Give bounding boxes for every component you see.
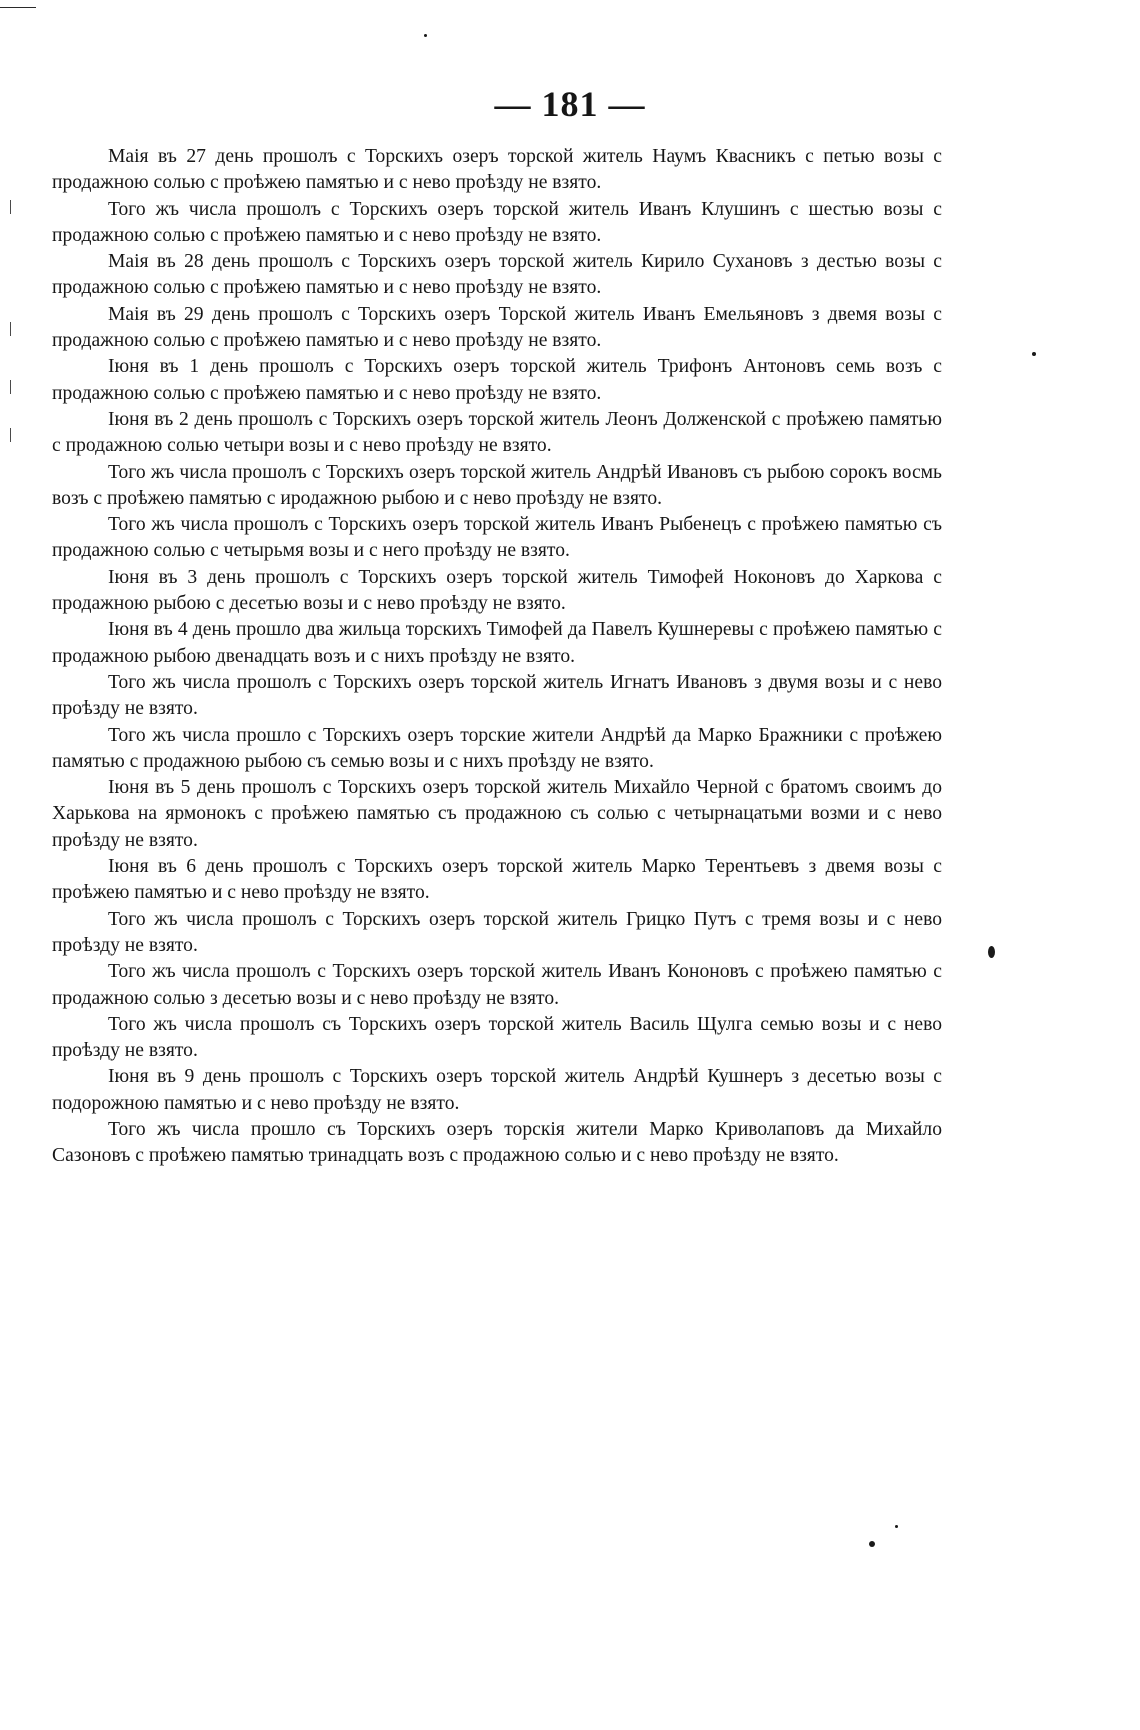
ledger-entry: Того жъ числа прошло с Торскихъ озеръ торские жители Андрѣй да Марко Бражники с проѣжею памятью с продажною рыбою съ семью возы и с нихъ проѣзду не взято.	[52, 724, 942, 772]
scan-margin-mark	[10, 380, 11, 394]
ledger-entry: Маія въ 28 день прошолъ с Торскихъ озеръ торской житель Кирило Сухановъ з дестью возы с продажною солью с проѣжею памятью и с нево проѣзду не взято.	[52, 251, 942, 299]
scan-speck	[895, 1525, 898, 1528]
ledger-entry: Іюня въ 2 день прошолъ с Торскихъ озеръ торской житель Леонъ Долженской с проѣжею памятью с продажною солью четыри возы и с нево проѣзду не взято.	[52, 408, 942, 457]
ledger-entry: Того жъ числа прошолъ с Торскихъ озеръ торской житель Иванъ Кононовъ с проѣжею памятью с продажною солью з десетью возы и с нево проѣзду не взято.	[52, 961, 942, 1009]
ledger-entry: Іюня въ 9 день прошолъ с Торскихъ озеръ торской житель Андрѣй Кушнеръ з десетью возы с подорожною памятью и с нево проѣзду не взято.	[52, 1066, 942, 1114]
ledger-entry: Іюня въ 4 день прошло два жильца торскихъ Тимофей да Павелъ Кушнеревы с проѣжею памятью с продажною рыбою двенадцать возъ и с нихъ проѣзду не взято.	[52, 619, 942, 667]
scan-margin-mark	[10, 322, 11, 336]
ledger-entry: Того жъ числа прошолъ с Торскихъ озеръ торской житель Игнатъ Ивановъ з двумя возы и с нево проѣзду не взято.	[52, 671, 942, 720]
ledger-entry: Того жъ числа прошолъ с Торскихъ озеръ торской житель Иванъ Рыбенецъ с проѣжею памятью съ продажною солью с четырьмя возы и с него проѣзду не взято.	[52, 514, 942, 562]
scan-margin-mark	[10, 200, 11, 214]
ledger-entry: Того жъ числа прошло съ Торскихъ озеръ торскія жители Марко Криволаповъ да Михайло Сазоновъ с проѣжею памятью тринадцать возъ с продажною солью и с нево проѣзду не взято.	[52, 1118, 942, 1167]
ledger-entry: Того жъ числа прошолъ с Торскихъ озеръ торской житель Грицко Путъ с тремя возы и с нево проѣзду не взято.	[52, 908, 942, 956]
document-body	[52, 144, 942, 1170]
ledger-entry: Маія въ 27 день прошолъ с Торскихъ озеръ торской житель Наумъ Квасникъ с петью возы с продажною солью с проѣжею памятью и с нево проѣзду не взято.	[52, 146, 942, 194]
scan-margin-mark	[10, 428, 11, 442]
scan-corner-mark	[0, 7, 36, 8]
scan-speck	[424, 34, 427, 37]
ledger-entry: Іюня въ 3 день прошолъ с Торскихъ озеръ торской житель Тимофей Ноконовъ до Харкова с продажною рыбою с десетью возы и с нево проѣзду не взято.	[52, 566, 942, 615]
ledger-entry: Того жъ числа прошолъ с Торскихъ озеръ торской житель Иванъ Клушинъ с шестью возы с продажною солью с проѣжею памятью и с нево проѣзду не взято.	[52, 198, 942, 246]
ledger-entry: Того жъ числа прошолъ съ Торскихъ озеръ торской житель Василь Щулга семью возы и с нево проѣзду не взято.	[52, 1013, 942, 1062]
ledger-entry: Того жъ числа прошолъ с Торскихъ озеръ торской житель Андрѣй Ивановъ съ рыбою сорокъ восмь возъ с проѣжею памятью с иродажною рыбою и с нево проѣзду не взято.	[52, 461, 942, 509]
page-number: — 181 —	[494, 84, 646, 124]
scan-speck	[988, 946, 995, 958]
ledger-entry: Іюня въ 1 день прошолъ с Торскихъ озеръ торской житель Трифонъ Антоновъ семь возъ с продажною солью с проѣжею памятью и с нево проѣзду не взято.	[52, 356, 942, 404]
ledger-entry: Маія въ 29 день прошолъ с Торскихъ озеръ Торской житель Иванъ Емельяновъ з двемя возы с продажною солью с проѣжею памятью и с нево проѣзду не взято.	[52, 303, 942, 352]
scan-speck	[1032, 352, 1036, 356]
ledger-entry: Іюня въ 6 день прошолъ с Торскихъ озеръ торской житель Марко Терентьевъ з двемя возы с проѣжею памятью и с нево проѣзду не взято.	[52, 856, 942, 904]
scan-speck	[869, 1541, 875, 1547]
ledger-entry: Іюня въ 5 день прошолъ с Торскихъ озеръ торской житель Михайло Черной с братомъ своимъ до Харькова на ярмонокъ с проѣжею памятью съ продажною съ солью с четырнацатьми возми и с нево проѣзду не взято.	[52, 777, 942, 851]
